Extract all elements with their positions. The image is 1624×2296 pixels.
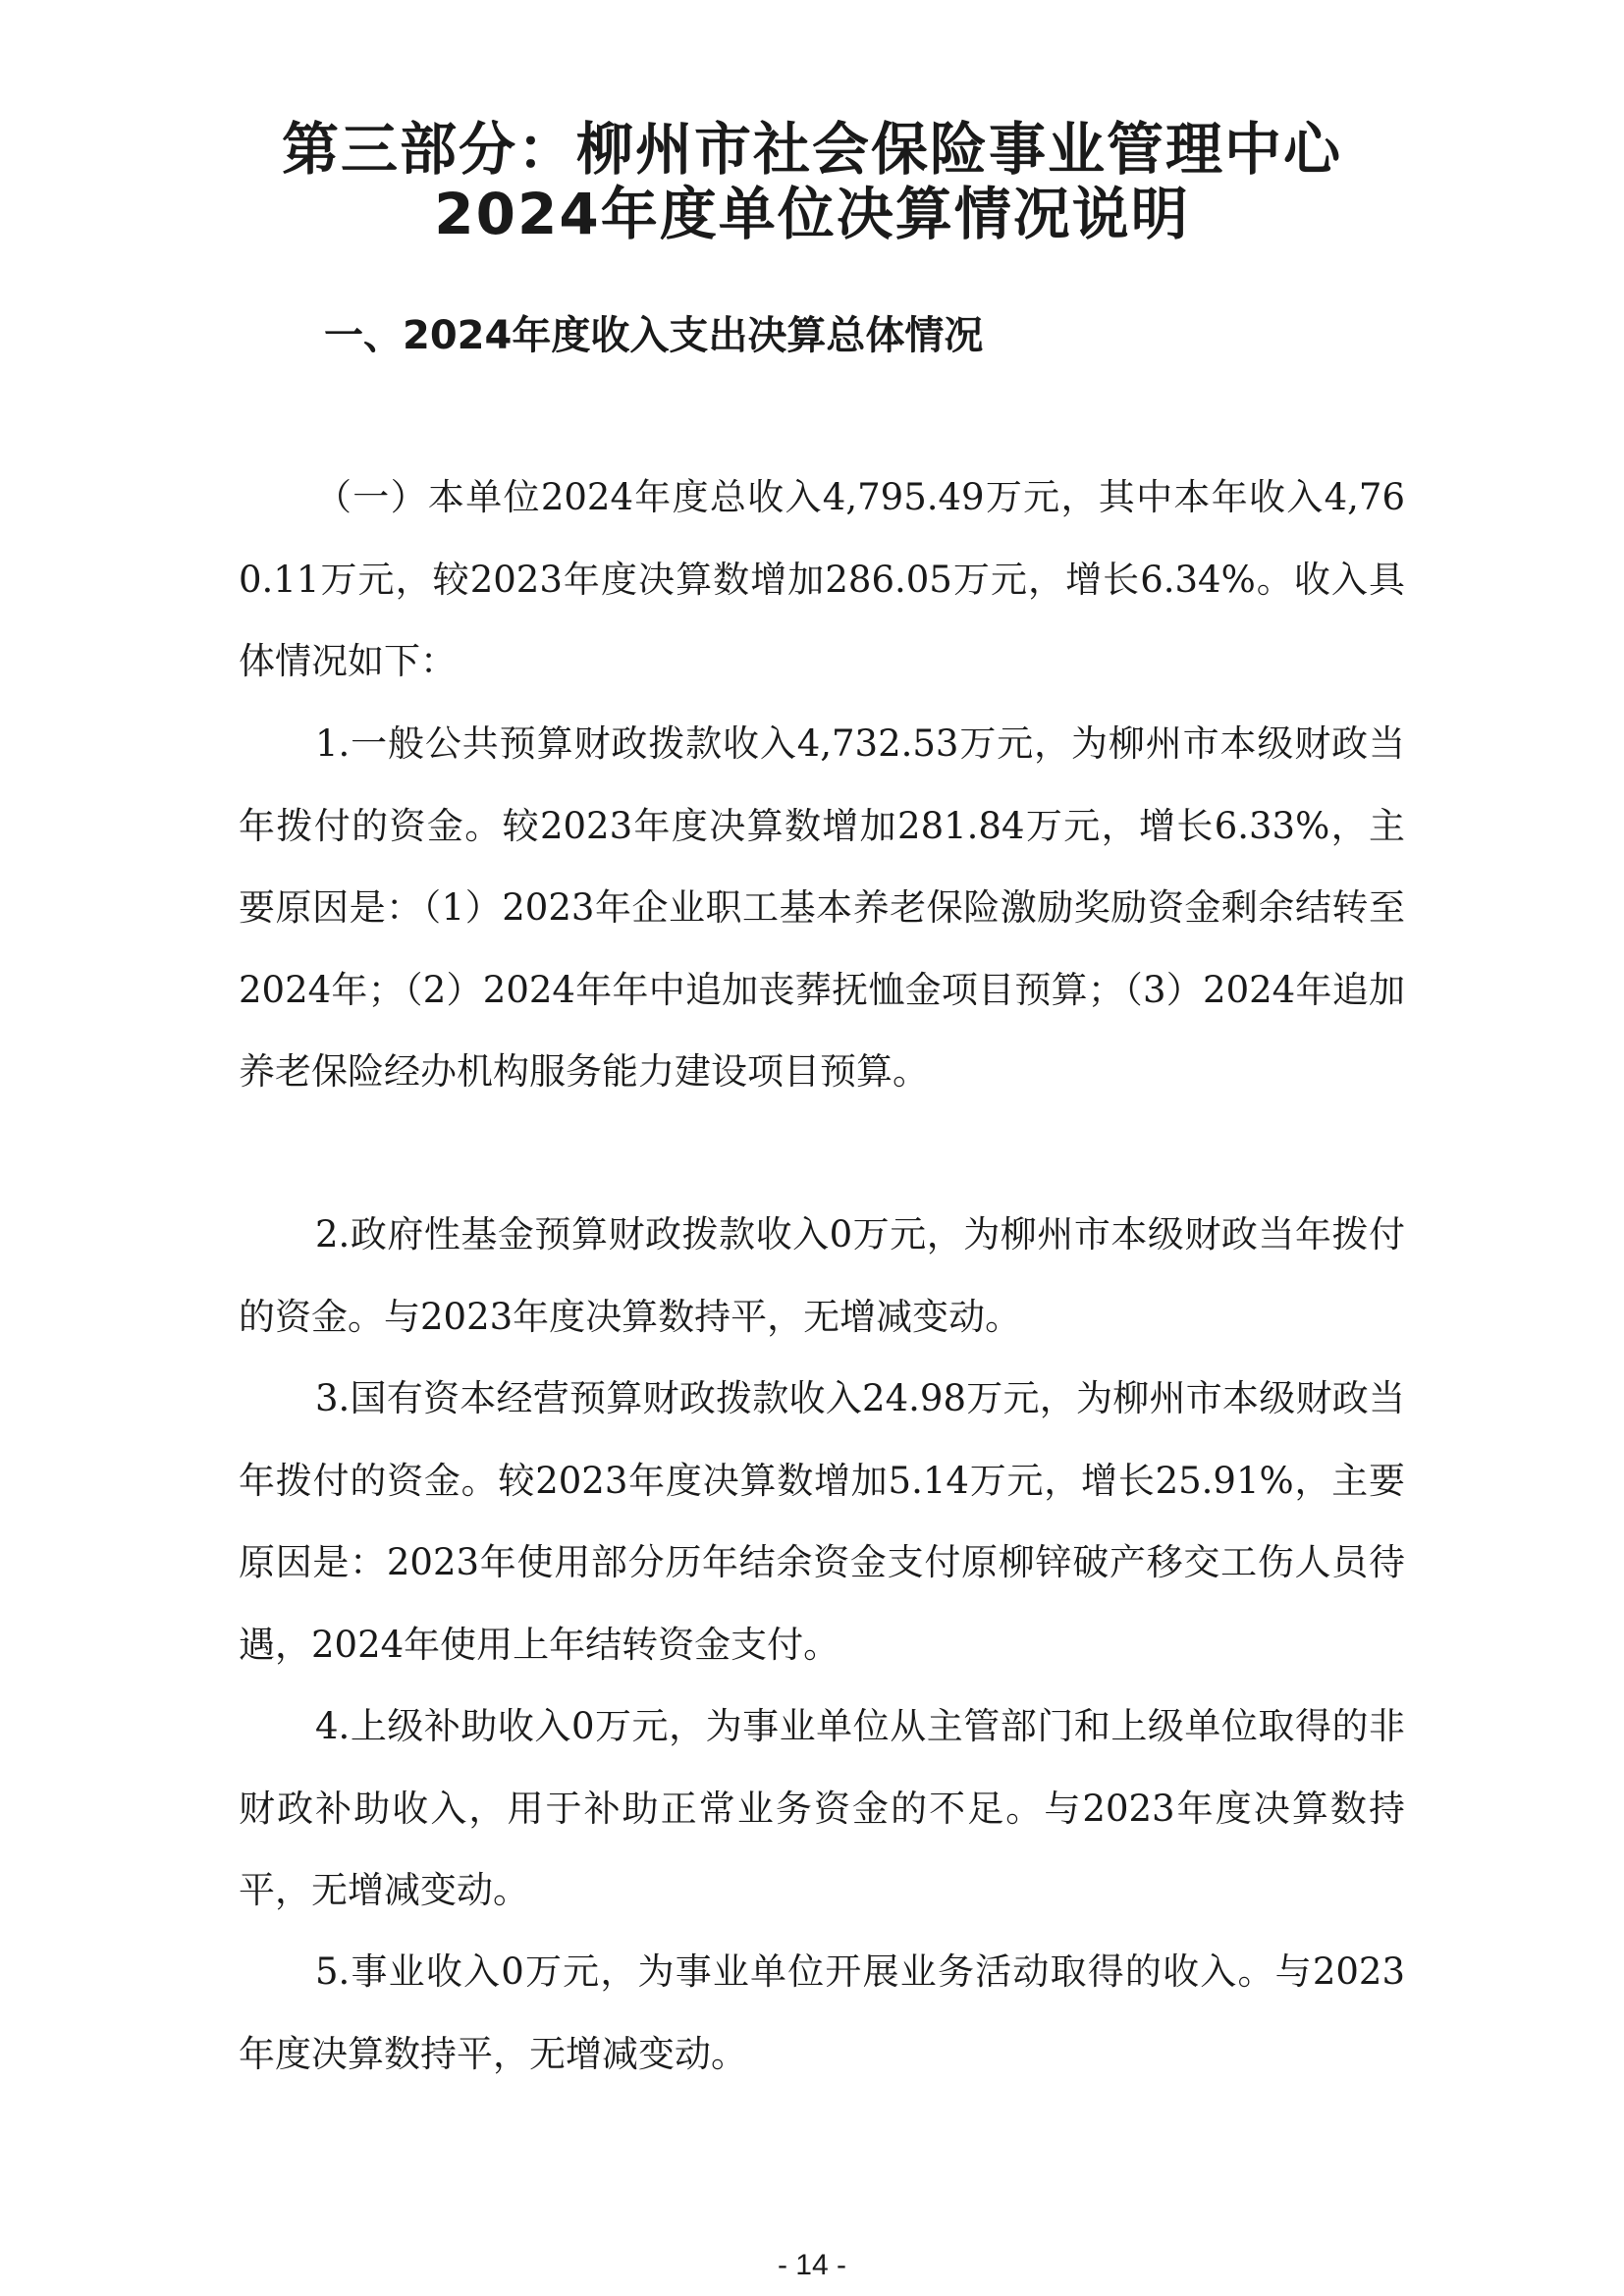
paragraph-item-1: 1.一般公共预算财政拨款收入4,732.53万元，为柳州市本级财政当年拨付的资金。较2023年度决算数增加281.84万元，增长6.33%，主要原因是：（1）2023年企业职工基本养老保险激励奖励资金剩余结转至2024年；（2）2024年年中追加丧葬抚恤金项目预算；（3）2024年追加养老保险经办机构服务能力建设项目预算。 xyxy=(239,722,1405,1093)
page-number: - 14 - xyxy=(777,2249,847,2281)
paragraph-item-2: 2.政府性基金预算财政拨款收入0万元，为柳州市本级财政当年拨付的资金。与2023年度决算数持平，无增减变动。 xyxy=(239,1213,1405,1338)
paragraph-item-3: 3.国有资本经营预算财政拨款收入24.98万元，为柳州市本级财政当年拨付的资金。较2023年度决算数增加5.14万元，增长25.91%，主要原因是：2023年使用部分历年结余资金支付原柳锌破产移交工伤人员待遇，2024年使用上年结转资金支付。 xyxy=(239,1377,1405,1666)
section-heading: 一、2024年度收入支出决算总体情况 xyxy=(324,313,984,358)
paragraph-item-4: 4.上级补助收入0万元，为事业单位从主管部门和上级单位取得的非财政补助收入，用于补助正常业务资金的不足。与2023年度决算数持平，无增减变动。 xyxy=(239,1705,1405,1911)
paragraph-item-5: 5.事业收入0万元，为事业单位开展业务活动取得的收入。与2023年度决算数持平，无增减变动。 xyxy=(239,1950,1405,2075)
paragraph-intro: （一）本单位2024年度总收入4,795.49万元，其中本年收入4,760.11万元，较2023年度决算数增加286.05万元，增长6.34%。收入具体情况如下： xyxy=(239,476,1405,682)
document-title-line-1: 第三部分：柳州市社会保险事业管理中心 xyxy=(281,116,1342,183)
document-title-line-2: 2024年度单位决算情况说明 xyxy=(434,181,1190,247)
